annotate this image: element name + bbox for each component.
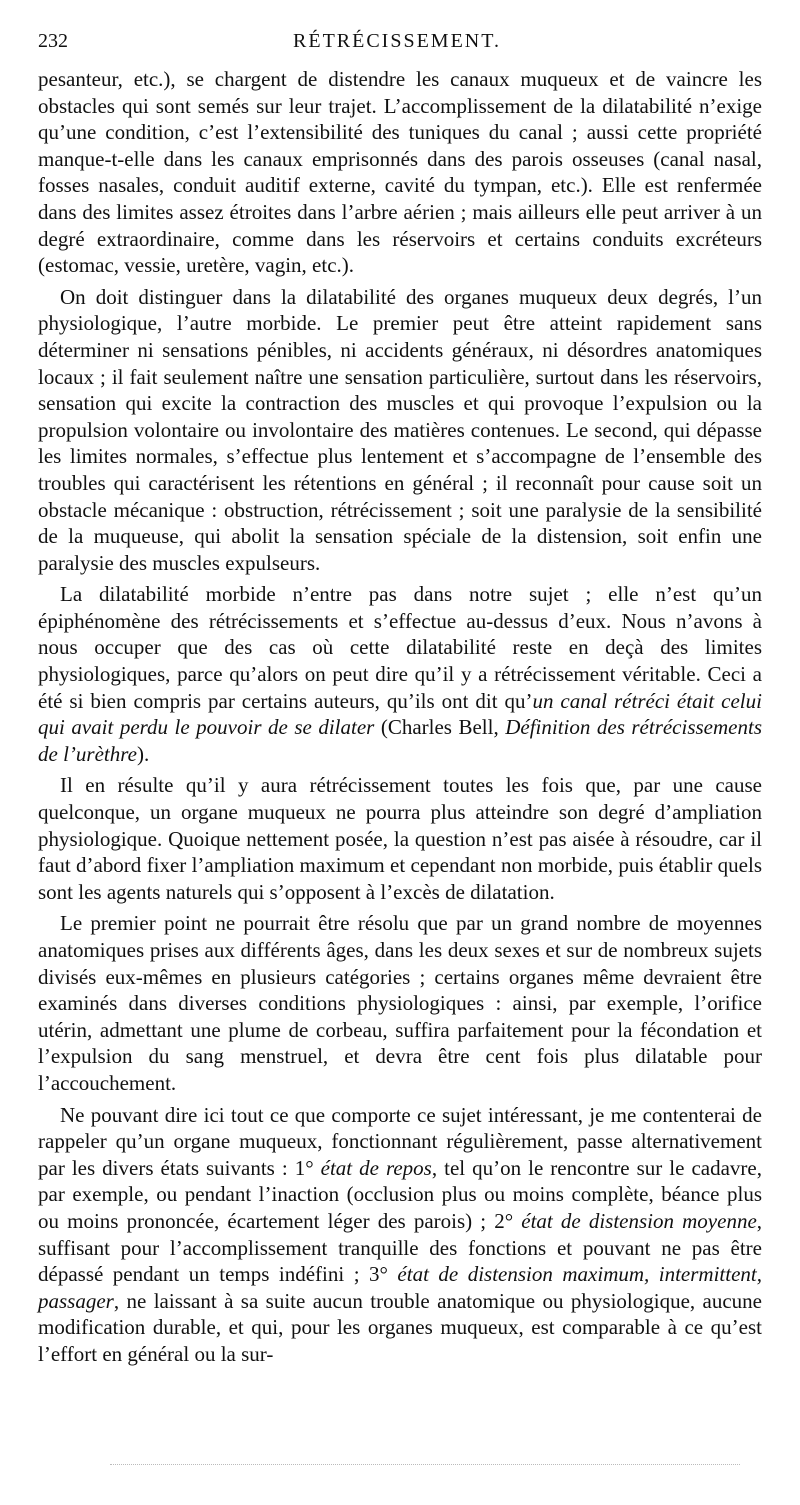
text-run: (Charles Bell, xyxy=(374,715,506,740)
paragraph xyxy=(38,284,762,577)
paragraph xyxy=(38,910,762,1096)
paragraph xyxy=(38,66,762,279)
text-run: , ne laissant à sa suite aucun trouble anatomique ou physiologique, aucune modification durable, et qui, pour les organes muqueux, est comparable à ce qu’est l’effort en général ou la sur- xyxy=(38,1288,762,1366)
page-header xyxy=(38,30,756,58)
paragraph xyxy=(38,772,762,905)
paragraph xyxy=(38,581,762,767)
italic-text: un canal rétréci était celui qui avait perdu le pouvoir de se dilater xyxy=(38,688,762,740)
footer-rule xyxy=(110,1464,740,1465)
page-number: 232 xyxy=(38,30,68,52)
italic-text: état de repos xyxy=(320,1155,432,1180)
running-head: RÉTRÉCISSEMENT. xyxy=(293,30,501,52)
text-run: pesanteur, etc.), se chargent de distendre les canaux muqueux et de vaincre les obstacles qui sont semés sur leur trajet. L’accomplissement de la dilatabilité n’exige qu’une condition, c’est l’extensibilité des tuniques du canal ; aussi cette propriété manque-t-elle dans les canaux emprisonnés dans des parois osseuses (canal nasal, fosses nasales, conduit auditif externe, cavité du tympan, etc.). Elle est renfermée dans des limites assez étroites dans l’arbre aérien ; mais ailleurs elle peut arriver à un degré extraordinaire, comme dans les réservoirs et certains conduits excréteurs (estomac, vessie, uretère, vagin, etc.). xyxy=(38,67,762,278)
text-run: , suffisant pour l’accomplissement tranquille des fonctions et pouvant ne pas être dépassé pendant un temps indéfini ; 3° xyxy=(38,1208,763,1287)
italic-text: état de distension moyenne xyxy=(521,1208,757,1233)
text-run: Il en résulte qu’il y aura rétrécissement toutes les fois que, par une cause quelconque, un organe muqueux ne pourra plus atteindre son degré d’ampliation physiologique. Quoique nettement posée, la question n’est pas aisée à résoudre, car il faut d’abord fixer l’ampliation maximum et cependant non morbide, puis établir quels sont les agents naturels qui s’opposent à l’excès de dilatation. xyxy=(38,773,762,904)
body-text xyxy=(38,66,762,1373)
text-run: ). xyxy=(136,741,150,766)
paragraph xyxy=(38,1102,762,1368)
text-run: Le premier point ne pourrait être résolu que par un grand nombre de moyennes anatomiques prises aux différents âges, dans les deux sexes et sur de nombreux sujets divisés eux-mêmes en plusieurs catégories ; certains organes même devraient être examinés dans diverses conditions physiologiques : ainsi, par exemple, l’orifice utérin, admettant une plume de corbeau, suffira parfaitement pour la fécondation et l’expulsion du sang menstruel, et devra être cent fois plus dilatable pour l’accouchement. xyxy=(38,911,762,1095)
text-run: Ne pouvant dire ici tout ce que comporte ce sujet intéressant, je me contenterai de rappeler qu’un organe muqueux, fonctionnant régulièrement, passe alternativement par les divers états suivants : 1° xyxy=(38,1102,762,1180)
text-run: , tel qu’on le rencontre sur le cadavre, par exemple, ou pendant l’inaction (occlusion plus ou moins complète, béance plus ou moins prononcée, écartement léger des parois) ; 2° xyxy=(38,1155,762,1233)
italic-text: Définition des rétrécissements de l’urèthre xyxy=(38,715,763,766)
text-run: On doit distinguer dans la dilatabilité des organes muqueux deux degrés, l’un physiologique, l’autre morbide. Le premier peut être atteint rapidement sans déterminer ni sensations pénibles, ni accidents généraux, ni désordres anatomiques locaux ; il fait seulement naître une sensation particulière, surtout dans les réservoirs, sensation qui excite la contraction des muscles et qui provoque l’expulsion ou la propulsion volontaire ou involontaire des matières contenues. Le second, qui dépasse les limites normales, s’effectue plus lentement et s’accompagne de l’ensemble des troubles qui caractérisent les rétentions en général ; il reconnaît pour cause soit un obstacle mécanique : obstruction, rétrécissement ; soit une paralysie de la sensibilité de la muqueuse, qui abolit la sensation spéciale de la distension, soit enfin une paralysie des muscles expulseurs. xyxy=(38,284,762,575)
text-run: La dilatabilité morbide n’entre pas dans notre sujet ; elle n’est qu’un épiphénomène des rétrécissements et s’effectue au-dessus d’eux. Nous n’avons à nous occuper que des cas où cette dilatabilité reste en deçà des limites physiologiques, parce qu’alors on peut dire qu’il y a rétrécissement véritable. Ceci a été si bien compris par certains auteurs, qu’ils ont dit qu’ xyxy=(38,582,762,713)
italic-text: état de distension maximum, intermittent, passager xyxy=(38,1262,762,1313)
